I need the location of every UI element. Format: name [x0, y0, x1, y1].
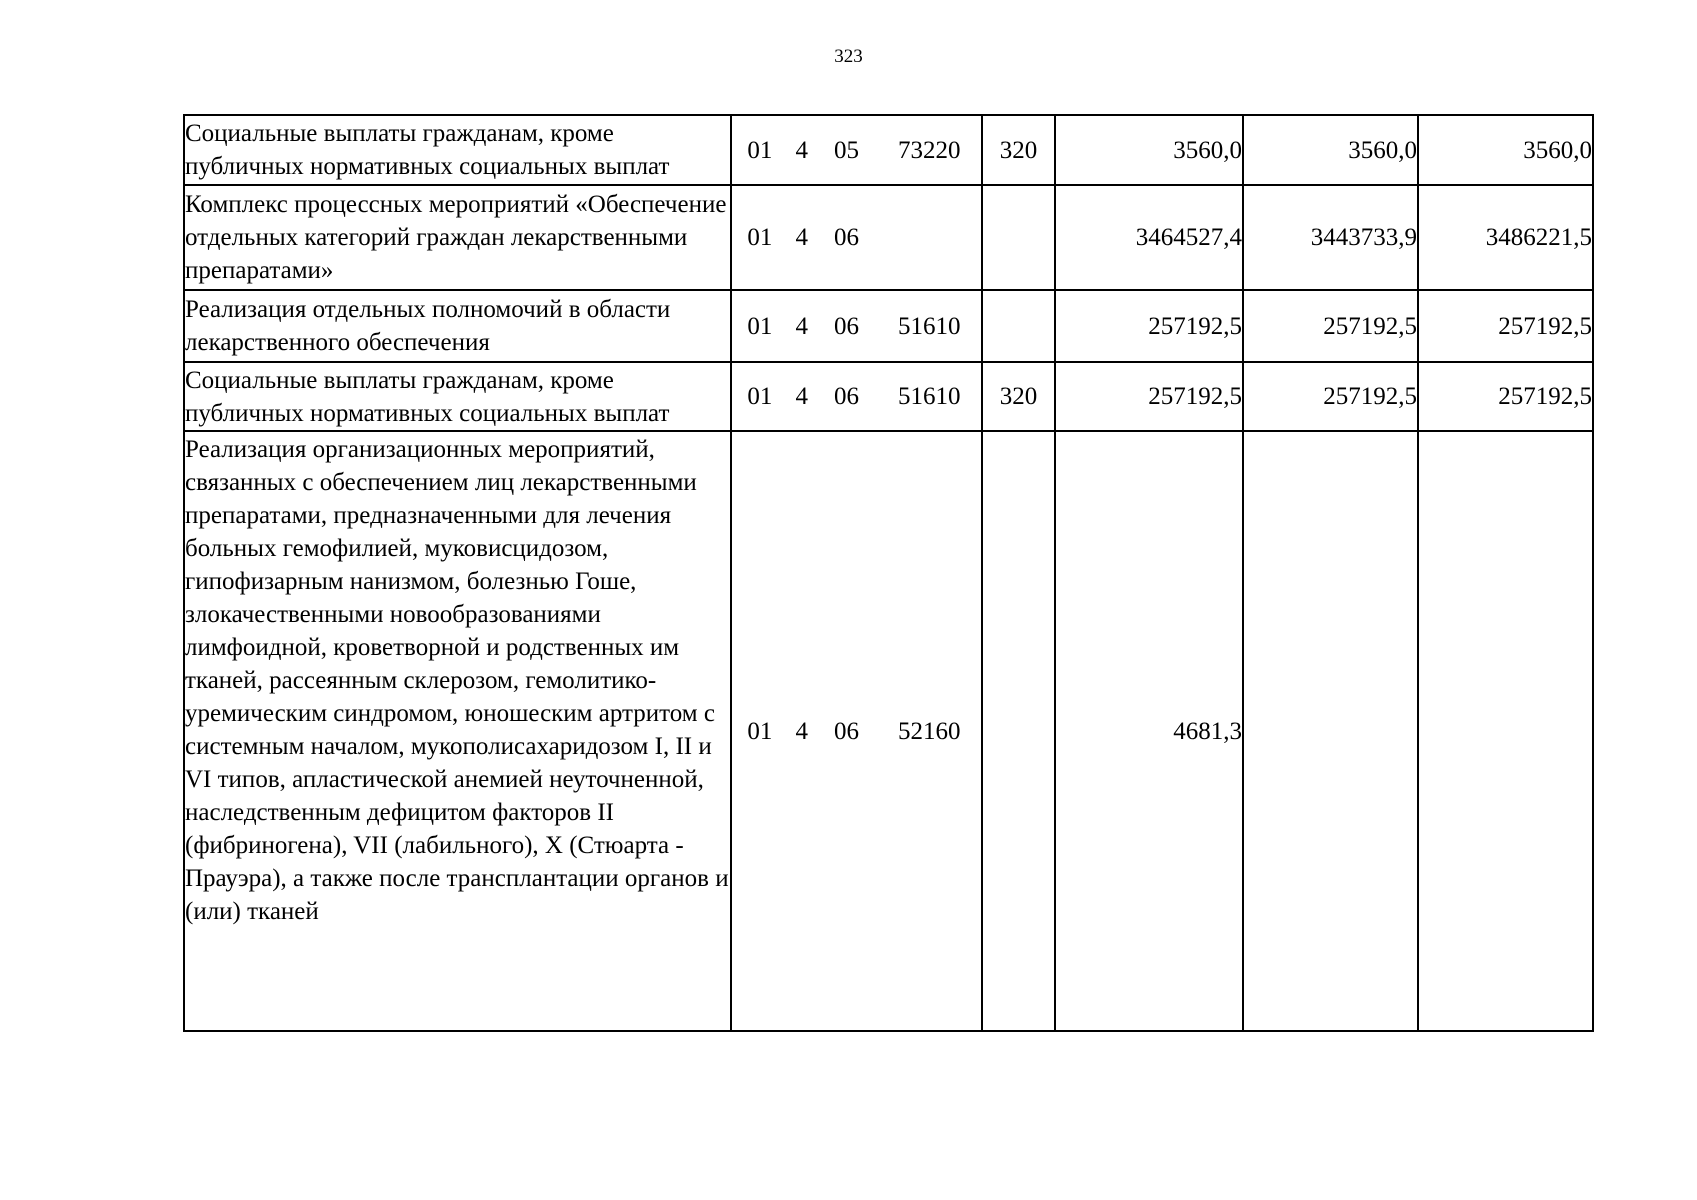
- row-expense-type: [982, 185, 1055, 290]
- row-name: Комплекс процессных мероприятий «Обеспечение отдельных категорий граждан лекарственными препаратами»: [184, 185, 731, 290]
- row-value-1: 3560,0: [1055, 115, 1243, 185]
- row-name: Реализация отдельных полномочий в области лекарственного обеспечения: [184, 290, 731, 362]
- row-value-3: 3560,0: [1418, 115, 1593, 185]
- code-segment-4: 52160: [897, 717, 961, 745]
- row-expense-type: 320: [982, 362, 1055, 431]
- row-value-3: [1418, 431, 1593, 1031]
- code-segment-2: 4: [795, 383, 808, 410]
- code-segment-1: 01: [747, 383, 773, 410]
- code-segment-1: 01: [747, 136, 773, 164]
- code-segment-1: 01: [747, 224, 773, 251]
- code-segment-3: 06: [834, 224, 860, 251]
- table-row: [184, 362, 1593, 431]
- row-expense-type: 320: [982, 115, 1055, 185]
- code-segment-3: 06: [834, 383, 860, 410]
- row-code: [731, 290, 982, 362]
- code-segment-2: 4: [795, 312, 808, 340]
- row-value-2: 3560,0: [1243, 115, 1418, 185]
- row-name: Социальные выплаты гражданам, кроме публичных нормативных социальных выплат: [184, 362, 731, 431]
- row-value-2: [1243, 431, 1418, 1031]
- row-code: [731, 115, 982, 185]
- row-expense-type: [982, 290, 1055, 362]
- code-segment-3: 05: [834, 136, 860, 164]
- row-code: [731, 362, 982, 431]
- row-value-2: 257192,5: [1243, 290, 1418, 362]
- page-number: 323: [834, 46, 863, 67]
- code-segment-3: 06: [834, 312, 860, 340]
- code-segment-1: 01: [747, 717, 773, 745]
- row-name: Реализация организационных мероприятий, связанных с обеспечением лиц лекарственными препаратами, предназначенными для лечения больных гемофилией, муковисцидозом, гипофизарным нанизмом, болезнью Гоше, злокачественными новообразованиями лимфоидной, кроветворной и родственных им тканей, рассеянным склерозом, гемолитико-уремическим синдромом, юношеским артритом с системным началом, мукополисахаридозом I, II и VI типов, апластической анемией неуточненной, наследственным дефицитом факторов II (фибриногена), VII (лабильного), X (Стюарта - Прауэра), а также после трансплантации органов и (или) тканей: [184, 431, 731, 1031]
- row-value-2: 257192,5: [1243, 362, 1418, 431]
- code-segment-2: 4: [795, 136, 808, 164]
- row-value-3: 3486221,5: [1418, 185, 1593, 290]
- row-value-1: 3464527,4: [1055, 185, 1243, 290]
- table-row: [184, 431, 1593, 1031]
- table-row: [184, 290, 1593, 362]
- budget-table: [183, 114, 1594, 1032]
- row-value-3: 257192,5: [1418, 362, 1593, 431]
- row-value-1: 4681,3: [1055, 431, 1243, 1031]
- code-segment-2: 4: [795, 224, 808, 251]
- row-value-1: 257192,5: [1055, 290, 1243, 362]
- code-segment-2: 4: [795, 717, 808, 745]
- code-segment-4: 73220: [897, 136, 961, 164]
- row-name: Социальные выплаты гражданам, кроме публичных нормативных социальных выплат: [184, 115, 731, 185]
- row-value-3: 257192,5: [1418, 290, 1593, 362]
- row-code: [731, 431, 982, 1031]
- row-expense-type: [982, 431, 1055, 1031]
- code-segment-1: 01: [747, 312, 773, 340]
- row-value-2: 3443733,9: [1243, 185, 1418, 290]
- code-segment-4: 51610: [897, 312, 961, 340]
- code-segment-4: 51610: [897, 383, 961, 410]
- table-row: [184, 115, 1593, 185]
- row-value-1: 257192,5: [1055, 362, 1243, 431]
- table-row: [184, 185, 1593, 290]
- row-code: [731, 185, 982, 290]
- code-segment-3: 06: [834, 717, 860, 745]
